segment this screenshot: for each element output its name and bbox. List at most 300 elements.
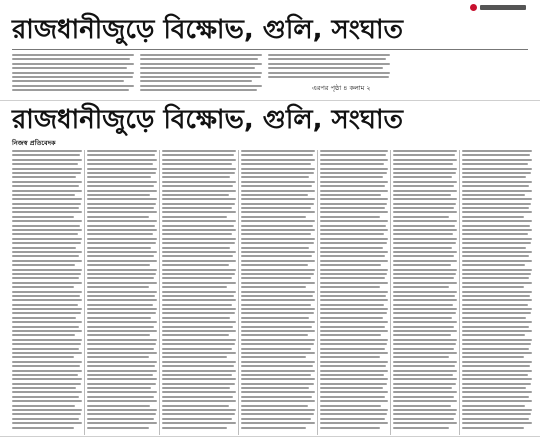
- text-line: [462, 317, 526, 319]
- text-line: [393, 312, 456, 314]
- text-line: [87, 159, 157, 161]
- text-line: [87, 339, 157, 341]
- text-line: [12, 255, 79, 257]
- text-line: [140, 72, 262, 74]
- text-line: [462, 400, 532, 402]
- text-line: [320, 427, 380, 429]
- text-line: [241, 168, 315, 170]
- text-line: [241, 422, 315, 424]
- text-line: [393, 260, 457, 262]
- text-line: [12, 194, 75, 196]
- text-line: [12, 260, 82, 262]
- main-byline: নিজস্ব প্রতিবেদক: [12, 139, 56, 147]
- column-divider: [459, 150, 460, 435]
- text-line: [87, 225, 155, 227]
- text-line: [393, 163, 453, 165]
- text-line: [462, 413, 531, 415]
- text-line: [87, 154, 155, 156]
- text-line: [241, 229, 315, 231]
- text-line: [462, 229, 532, 231]
- main-headline: রাজধানীজুড়ে বিক্ষোভ, গুলি, সংঘাত: [12, 105, 404, 135]
- text-line: [241, 334, 308, 336]
- text-line: [241, 400, 315, 402]
- text-line: [87, 229, 157, 231]
- text-line: [162, 387, 230, 389]
- text-line: [462, 334, 525, 336]
- text-line: [241, 269, 315, 271]
- text-line: [320, 295, 386, 297]
- text-line: [462, 185, 529, 187]
- text-line: [393, 216, 449, 218]
- text-line: [162, 185, 233, 187]
- text-line: [462, 207, 529, 209]
- text-line: [12, 185, 79, 187]
- text-line: [162, 304, 232, 306]
- text-line: [393, 295, 455, 297]
- text-line: [320, 321, 388, 323]
- text-line: [320, 348, 385, 350]
- text-line: [241, 286, 306, 288]
- text-line: [320, 190, 388, 192]
- text-line: [162, 405, 229, 407]
- text-line: [320, 211, 388, 213]
- column-divider: [317, 150, 318, 435]
- text-line: [241, 242, 314, 244]
- text-line: [162, 299, 236, 301]
- text-line: [462, 220, 532, 222]
- text-line: [393, 317, 452, 319]
- text-line: [241, 185, 312, 187]
- text-line: [12, 387, 76, 389]
- text-line: [320, 409, 388, 411]
- text-line: [162, 400, 236, 402]
- text-line: [241, 159, 315, 161]
- column-divider: [238, 150, 239, 435]
- text-line: [320, 159, 388, 161]
- text-line: [87, 176, 151, 178]
- text-line: [87, 413, 156, 415]
- text-line: [393, 176, 452, 178]
- text-line: [320, 198, 388, 200]
- text-line: [12, 334, 75, 336]
- text-line: [268, 67, 383, 69]
- text-line: [462, 286, 524, 288]
- text-line: [268, 54, 390, 56]
- text-line: [462, 190, 532, 192]
- text-line: [162, 286, 227, 288]
- text-line: [162, 427, 227, 429]
- text-line: [462, 370, 532, 372]
- top-column-3: [268, 54, 390, 80]
- text-line: [87, 269, 157, 271]
- text-line: [462, 427, 524, 429]
- text-line: [87, 190, 157, 192]
- text-line: [87, 422, 157, 424]
- text-line: [87, 203, 156, 205]
- text-line: [462, 251, 532, 253]
- text-line: [241, 308, 315, 310]
- text-line: [241, 154, 313, 156]
- text-line: [462, 163, 528, 165]
- text-line: [12, 391, 82, 393]
- logo-wordmark: [480, 5, 526, 10]
- text-line: [393, 387, 452, 389]
- text-line: [241, 348, 311, 350]
- text-line: [241, 312, 314, 314]
- text-line: [462, 396, 529, 398]
- text-line: [162, 242, 235, 244]
- text-line: [241, 418, 311, 420]
- text-line: [320, 172, 387, 174]
- text-line: [12, 163, 78, 165]
- text-line: [87, 387, 151, 389]
- text-line: [320, 326, 385, 328]
- text-line: [393, 378, 457, 380]
- text-line: [12, 409, 82, 411]
- text-line: [162, 326, 233, 328]
- text-line: [393, 339, 457, 341]
- text-line: [87, 264, 150, 266]
- text-line: [12, 54, 134, 56]
- text-line: [12, 308, 82, 310]
- text-line: [320, 374, 384, 376]
- text-line: [12, 203, 81, 205]
- text-line: [12, 326, 79, 328]
- text-line: [393, 321, 457, 323]
- text-line: [162, 352, 236, 354]
- text-line: [162, 229, 236, 231]
- text-line: [320, 330, 388, 332]
- text-line: [12, 356, 74, 358]
- top-column-1: [12, 54, 134, 94]
- text-line: [140, 76, 261, 78]
- text-line: [320, 422, 388, 424]
- text-line: [462, 361, 532, 363]
- text-line: [393, 233, 453, 235]
- text-line: [462, 365, 530, 367]
- text-line: [393, 203, 456, 205]
- text-line: [87, 211, 157, 213]
- text-line: [320, 277, 385, 279]
- text-line: [320, 370, 388, 372]
- text-line: [393, 370, 457, 372]
- text-line: [162, 207, 232, 209]
- text-line: [241, 427, 306, 429]
- text-line: [393, 264, 451, 266]
- text-line: [162, 356, 227, 358]
- main-column-2: [87, 150, 157, 431]
- text-line: [162, 150, 236, 152]
- text-line: [320, 378, 388, 380]
- text-line: [162, 216, 227, 218]
- text-line: [162, 273, 235, 275]
- text-line: [12, 229, 82, 231]
- text-line: [393, 352, 457, 354]
- clipping-separator: [0, 100, 540, 101]
- text-line: [320, 413, 387, 415]
- text-line: [462, 330, 532, 332]
- text-line: [162, 194, 229, 196]
- text-line: [12, 396, 79, 398]
- text-line: [12, 317, 76, 319]
- text-line: [241, 282, 315, 284]
- text-line: [320, 356, 380, 358]
- text-line: [241, 225, 313, 227]
- text-line: [462, 269, 532, 271]
- text-line: [462, 194, 525, 196]
- text-line: [87, 299, 157, 301]
- text-line: [162, 260, 236, 262]
- text-line: [241, 396, 312, 398]
- text-line: [320, 383, 387, 385]
- text-line: [320, 273, 387, 275]
- text-line: [162, 348, 232, 350]
- text-line: [393, 427, 449, 429]
- text-line: [162, 330, 236, 332]
- text-line: [162, 391, 236, 393]
- text-line: [162, 295, 234, 297]
- text-line: [393, 159, 457, 161]
- text-line: [393, 207, 454, 209]
- text-line: [320, 361, 388, 363]
- text-line: [462, 172, 531, 174]
- text-line: [320, 242, 387, 244]
- text-line: [162, 422, 236, 424]
- text-line: [393, 334, 451, 336]
- text-line: [87, 233, 153, 235]
- text-line: [12, 427, 74, 429]
- text-line: [393, 172, 456, 174]
- text-line: [140, 85, 262, 87]
- text-line: [241, 291, 315, 293]
- top-continued-note: এরপর পৃষ্ঠা ৪ কলাম ২: [312, 84, 371, 92]
- text-line: [87, 317, 151, 319]
- text-line: [87, 405, 150, 407]
- text-line: [87, 282, 157, 284]
- text-line: [241, 383, 314, 385]
- text-line: [393, 286, 449, 288]
- text-line: [393, 185, 454, 187]
- text-line: [87, 194, 150, 196]
- text-line: [320, 343, 387, 345]
- text-line: [241, 163, 311, 165]
- text-line: [87, 163, 153, 165]
- text-line: [162, 225, 234, 227]
- text-line: [162, 159, 236, 161]
- text-line: [320, 251, 388, 253]
- text-line: [12, 198, 82, 200]
- text-line: [320, 154, 386, 156]
- text-line: [393, 308, 457, 310]
- text-line: [393, 391, 457, 393]
- text-line: [241, 361, 315, 363]
- text-line: [12, 154, 80, 156]
- text-line: [393, 422, 457, 424]
- text-line: [241, 247, 309, 249]
- text-line: [462, 383, 531, 385]
- text-line: [462, 295, 530, 297]
- text-line: [241, 405, 308, 407]
- text-line: [320, 418, 385, 420]
- text-line: [241, 233, 311, 235]
- text-line: [162, 282, 236, 284]
- text-line: [162, 383, 235, 385]
- text-line: [320, 405, 381, 407]
- text-line: [393, 168, 457, 170]
- text-line: [393, 365, 455, 367]
- text-line: [320, 304, 384, 306]
- text-line: [12, 264, 75, 266]
- text-line: [320, 269, 388, 271]
- text-line: [12, 352, 82, 354]
- text-line: [393, 238, 457, 240]
- text-line: [320, 220, 388, 222]
- main-column-3: [162, 150, 236, 431]
- text-line: [162, 190, 236, 192]
- text-line: [241, 343, 314, 345]
- text-line: [12, 251, 82, 253]
- text-line: [87, 365, 155, 367]
- text-line: [241, 295, 313, 297]
- text-line: [87, 321, 157, 323]
- text-line: [162, 203, 235, 205]
- bottom-rule: [0, 436, 540, 437]
- text-line: [241, 374, 311, 376]
- text-line: [162, 418, 232, 420]
- text-line: [162, 154, 234, 156]
- text-line: [12, 343, 81, 345]
- text-line: [140, 54, 262, 56]
- text-line: [241, 211, 315, 213]
- text-line: [393, 225, 455, 227]
- text-line: [393, 304, 453, 306]
- text-line: [320, 352, 388, 354]
- text-line: [12, 339, 82, 341]
- text-line: [462, 198, 532, 200]
- text-line: [12, 72, 134, 74]
- text-line: [241, 203, 314, 205]
- text-line: [12, 374, 78, 376]
- text-line: [462, 343, 531, 345]
- text-line: [462, 150, 532, 152]
- text-line: [87, 251, 157, 253]
- text-line: [320, 225, 386, 227]
- text-line: [162, 308, 236, 310]
- text-line: [393, 277, 454, 279]
- text-line: [462, 260, 532, 262]
- text-line: [320, 260, 388, 262]
- text-line: [241, 260, 315, 262]
- text-line: [12, 211, 82, 213]
- text-line: [241, 339, 315, 341]
- text-line: [87, 396, 154, 398]
- top-headline: রাজধানীজুড়ে বিক্ষোভ, গুলি, সংঘাত: [12, 15, 404, 45]
- text-line: [320, 255, 385, 257]
- text-line: [462, 374, 528, 376]
- text-line: [87, 370, 157, 372]
- text-line: [12, 422, 82, 424]
- top-headline-rule: [12, 49, 528, 50]
- text-line: [87, 198, 157, 200]
- text-line: [12, 361, 82, 363]
- text-line: [393, 154, 455, 156]
- text-line: [162, 378, 236, 380]
- text-line: [320, 291, 388, 293]
- text-line: [268, 63, 390, 65]
- text-line: [162, 255, 233, 257]
- text-line: [241, 365, 313, 367]
- text-line: [268, 58, 386, 60]
- text-line: [162, 181, 236, 183]
- text-line: [393, 409, 457, 411]
- text-line: [162, 361, 236, 363]
- text-line: [241, 304, 311, 306]
- text-line: [241, 370, 315, 372]
- text-line: [12, 233, 78, 235]
- text-line: [462, 352, 532, 354]
- text-line: [12, 348, 79, 350]
- text-line: [87, 352, 157, 354]
- text-line: [162, 396, 233, 398]
- text-line: [462, 176, 526, 178]
- text-line: [393, 220, 457, 222]
- text-line: [12, 181, 82, 183]
- text-line: [162, 233, 232, 235]
- text-line: [320, 334, 381, 336]
- text-line: [462, 405, 525, 407]
- text-line: [87, 330, 157, 332]
- text-line: [140, 58, 258, 60]
- text-line: [462, 326, 529, 328]
- text-line: [162, 374, 232, 376]
- text-line: [12, 247, 76, 249]
- text-line: [393, 247, 452, 249]
- text-line: [162, 220, 236, 222]
- text-line: [87, 185, 154, 187]
- text-line: [162, 343, 235, 345]
- text-line: [87, 150, 157, 152]
- text-line: [462, 238, 532, 240]
- text-line: [12, 85, 134, 87]
- text-line: [393, 291, 457, 293]
- text-line: [462, 387, 526, 389]
- text-line: [462, 181, 532, 183]
- text-line: [12, 220, 82, 222]
- text-line: [241, 277, 311, 279]
- text-line: [162, 291, 236, 293]
- text-line: [87, 277, 154, 279]
- text-line: [162, 163, 232, 165]
- text-line: [320, 308, 388, 310]
- text-line: [462, 304, 528, 306]
- text-line: [12, 365, 80, 367]
- text-line: [87, 273, 156, 275]
- text-line: [393, 251, 457, 253]
- text-line: [12, 400, 82, 402]
- text-line: [241, 255, 312, 257]
- text-line: [162, 198, 236, 200]
- text-line: [462, 159, 532, 161]
- text-line: [162, 238, 236, 240]
- text-line: [393, 400, 457, 402]
- text-line: [462, 321, 532, 323]
- text-line: [241, 264, 308, 266]
- text-line: [462, 216, 524, 218]
- text-line: [393, 413, 456, 415]
- text-line: [12, 168, 82, 170]
- text-line: [393, 374, 453, 376]
- text-line: [320, 150, 388, 152]
